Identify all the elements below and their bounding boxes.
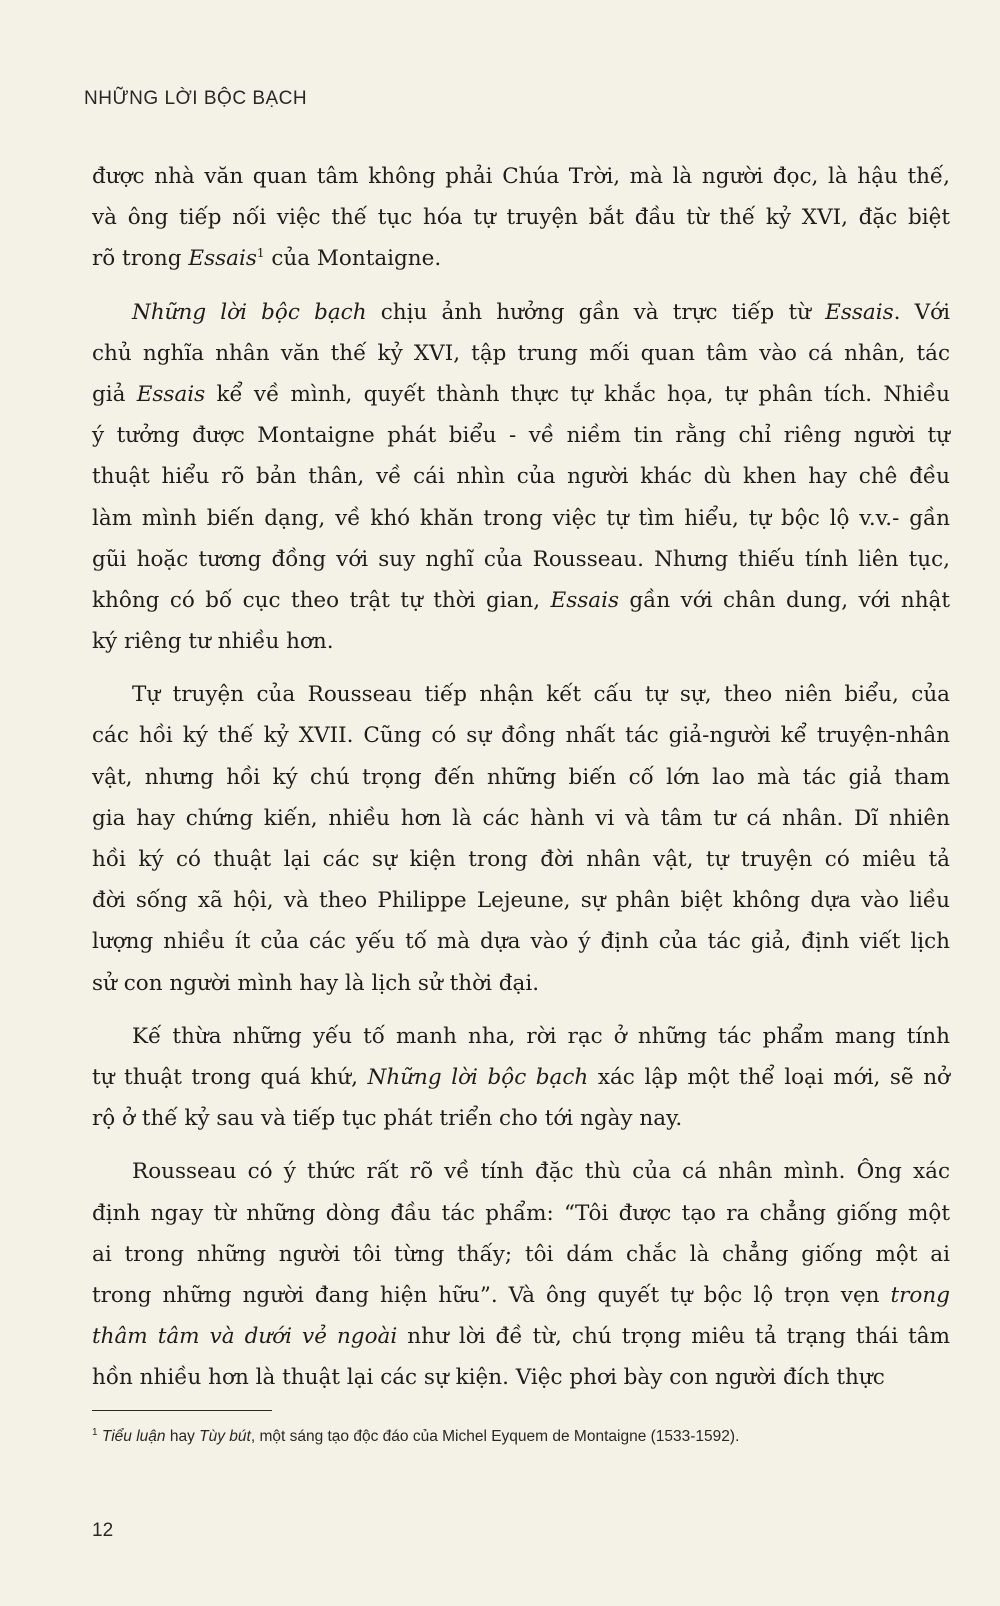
text-run: Tự truyện của Rousseau tiếp nhận kết cấu tự sự, theo niên biểu, của [132,682,950,708]
text-line [92,1057,950,1098]
text-run: chịu ảnh hưởng gần và trực tiếp từ [366,299,826,325]
text-line [92,156,950,197]
text-run: vật, nhưng hồi ký chú trọng đến những biến cố lớn lao mà tác giả tham [92,764,950,790]
text-run: ai trong những người tôi từng thấy; tôi dám chắc là chẳng giống một ai [92,1241,950,1267]
text-line [92,1098,950,1139]
text-run: rộ ở thế kỷ sau và tiếp tục phát triển cho tới ngày nay. [92,1106,683,1132]
text-line [92,1016,950,1057]
italic-run: Essais [188,246,257,272]
text-run: kể về mình, quyết thành thực tự khắc họa, tự phân tích. Nhiều [205,381,950,407]
italic-run: Essais [550,587,619,613]
footnote-marker: 1 [256,246,265,261]
text-run: lượng nhiều ít của các yếu tố mà dựa vào ý định của tác giả, định viết lịch [92,929,950,955]
text-run: chủ nghĩa nhân văn thế kỷ XVI, tập trung mối quan tâm vào cá nhân, tác [92,340,950,366]
text-line [92,715,950,756]
text-run: gia hay chứng kiến, nhiều hơn là các hành vi và tâm tư cá nhân. Dĩ nhiên [92,805,950,831]
text-line [92,1151,950,1192]
italic-run: Những lời bộc bạch [132,299,367,325]
text-line [92,757,950,798]
text-run: Kế thừa những yếu tố manh nha, rời rạc ở những tác phẩm mang tính [132,1023,950,1049]
text-run: được nhà văn quan tâm không phải Chúa Trời, mà là người đọc, là hậu thế, [92,164,950,189]
italic-run: Những lời bộc bạch [367,1064,589,1090]
text-run: các hồi ký thế kỷ XVII. Cũng có sự đồng nhất tác giả-người kể truyện-nhân [92,723,950,749]
text-run: ký riêng tư nhiều hơn. [92,629,334,655]
text-line [92,839,950,880]
text-run: hồn nhiều hơn là thuật lại các sự kiện. Việc phơi bày con người đích thực [92,1365,885,1391]
text-line [92,1316,950,1357]
text-line [92,880,950,921]
text-line [92,238,950,279]
text-line [92,798,950,839]
text-line [92,621,950,662]
paragraph [92,1151,950,1398]
text-line [92,1193,950,1234]
paragraph [92,292,950,663]
text-run: và ông tiếp nối việc thế tục hóa tự truyện bắt đầu từ thế kỷ XVI, đặc biệt [92,205,950,231]
text-run: giả [92,381,137,407]
footnote [92,1428,739,1446]
italic-run: Essais [136,381,206,407]
text-line [92,1275,950,1316]
text-run: gần với chân dung, với nhật [619,587,950,613]
text-run: đời sống xã hội, và theo Philippe Lejeune, sự phân biệt không dựa vào liều [92,888,950,914]
paragraph-gap [92,280,950,292]
text-run: không có bố cục theo trật tự thời gian, [92,587,551,613]
paragraph [92,156,950,280]
text-run: tự thuật trong quá khứ, [92,1064,368,1090]
italic-run: trong [890,1282,950,1308]
footnote-divider [92,1410,272,1411]
text-run: trong những người đang hiện hữu”. Và ông quyết tự bộc lộ trọn vẹn [92,1282,891,1308]
running-header: NHỮNG LỜI BỘC BẠCH [84,88,308,109]
text-run: hay [165,1428,200,1445]
text-run: định ngay từ những dòng đầu tác phẩm: “Tôi được tạo ra chẳng giống một [92,1200,950,1226]
text-run: Rousseau có ý thức rất rõ về tính đặc thù của cá nhân mình. Ông xác [132,1159,950,1185]
text-line [92,292,950,333]
text-run: của Montaigne. [264,246,442,272]
text-line [92,963,950,1004]
paragraph [92,1016,950,1140]
text-line [92,539,950,580]
text-line [92,374,950,415]
text-line [92,498,950,539]
text-line [92,456,950,497]
text-line [92,415,950,456]
paragraph [92,674,950,1004]
page-number: 12 [92,1520,114,1541]
text-line [92,674,950,715]
paragraph-gap [92,662,950,674]
text-run: rõ trong [92,246,189,272]
text-line [92,1234,950,1275]
text-line [92,333,950,374]
text-line [92,1357,950,1398]
footnote-marker: 1 [92,1426,98,1438]
italic-run: Tùy bút [199,1428,251,1445]
italic-run: Essais [825,299,894,325]
text-line [92,197,950,238]
text-run: làm mình biến dạng, về khó khăn trong việc tự tìm hiểu, tự bộc lộ v.v.- gần [92,505,950,531]
body-text [92,156,950,1398]
text-line [92,921,950,962]
text-run: như lời đề từ, chú trọng miêu tả trạng thái tâm [397,1324,950,1350]
text-line [92,580,950,621]
italic-run: thâm tâm và dưới vẻ ngoài [92,1324,398,1350]
text-run: hồi ký có thuật lại các sự kiện trong đời nhân vật, tự truyện có miêu tả [92,847,950,872]
text-run: sử con người mình hay là lịch sử thời đại. [92,970,540,996]
text-run: , một sáng tạo độc đáo của Michel Eyquem de Montaigne (1533-1592). [250,1428,740,1445]
text-run: . Với [893,299,950,325]
paragraph-gap [92,1004,950,1016]
text-run: gũi hoặc tương đồng với suy nghĩ của Rousseau. Nhưng thiếu tính liên tục, [92,546,950,572]
italic-run: Tiểu luận [101,1428,166,1445]
paragraph-gap [92,1139,950,1151]
text-run: thuật hiểu rõ bản thân, về cái nhìn của người khác dù khen hay chê đều [92,464,950,490]
text-run: xác lập một thể loại mới, sẽ nở [588,1064,950,1090]
text-run: ý tưởng được Montaigne phát biểu - về niềm tin rằng chỉ riêng người tự [92,423,950,449]
